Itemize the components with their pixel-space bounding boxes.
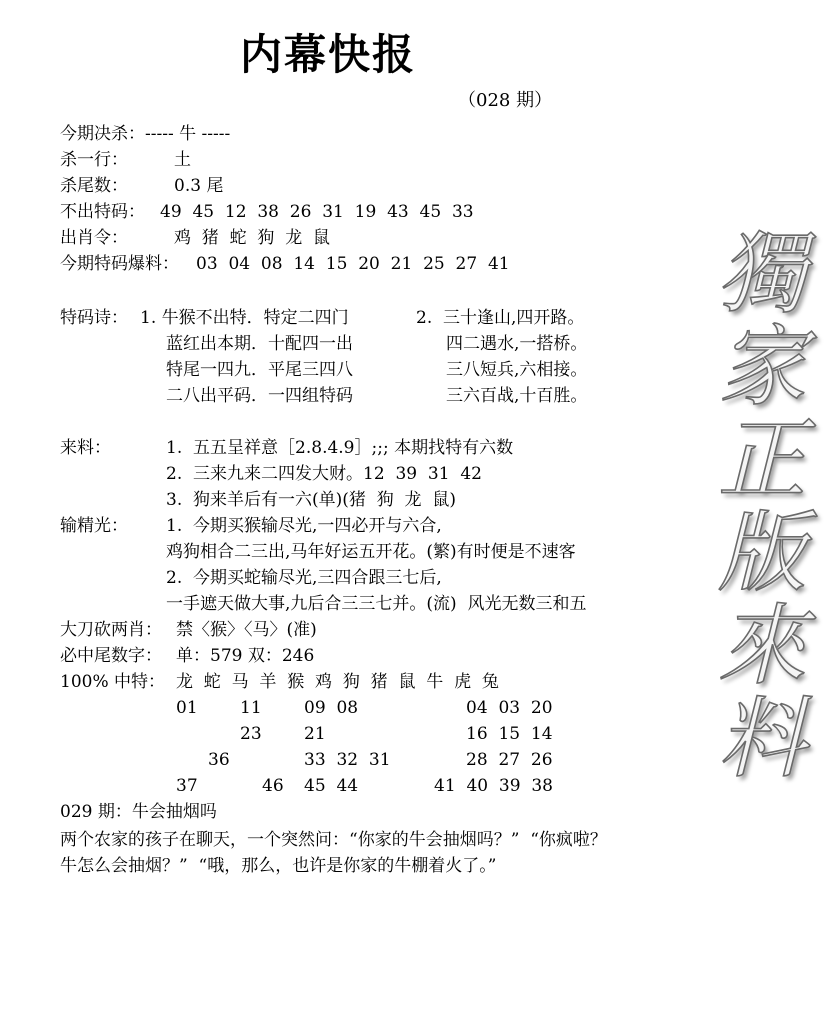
row-label: 杀一行：: [60, 150, 128, 170]
lose-line: 鸡狗相合二三出,马年好运五开花。(繁)有时便是不速客: [166, 542, 576, 562]
tail-label: 杀尾数：: [60, 176, 128, 196]
poem-left-line: 二八出平码．一四组特码: [166, 386, 353, 406]
grid-cell: 16 15 14: [466, 724, 553, 744]
poem-left-line: 蓝红出本期．十配四一出: [166, 334, 353, 354]
grid-cell: 46: [262, 776, 284, 796]
poem-right-line: 三八短兵,六相接。: [446, 360, 588, 380]
poem-right-line: 2. 三十逢山,四开路。: [416, 308, 585, 328]
source-label: 来料：: [60, 438, 111, 458]
grid-cell: 41 40 39 38: [434, 776, 553, 796]
blade-label: 大刀砍两肖：: [60, 620, 162, 640]
poem-right-line: 三六百战,十百胜。: [446, 386, 588, 406]
kill-label: 今期决杀：----- 牛 -----: [60, 124, 231, 144]
exclusive-vertical-title: [702, 222, 822, 790]
vertical-char: 獨: [717, 222, 806, 325]
poem-left-line: 1. 牛猴不出特．特定二四门: [140, 308, 349, 328]
row-value: 土: [174, 150, 191, 170]
notout-label: 不出特码：: [60, 202, 145, 222]
next-line: 两个农家的孩子在聊天，一个突然问：“你家的牛会抽烟吗？” “你疯啦？: [60, 830, 607, 850]
vertical-char: 料: [717, 687, 806, 790]
source-line: 3. 狗来羊后有一六(单)(猪 狗 龙 鼠): [166, 490, 456, 510]
grid-cell: 33 32 31: [304, 750, 391, 770]
next-line: 牛怎么会抽烟？” “哦，那么，也许是你家的牛棚着火了。”: [60, 856, 497, 876]
hot-label: 今期特码爆料：: [60, 254, 179, 274]
poem-left-line: 特尾一四九．平尾三四八: [166, 360, 353, 380]
source-line: 1. 五五呈祥意［2.8.4.9］;;; 本期找特有六数: [166, 438, 514, 458]
page-title: 内幕快报: [240, 30, 417, 79]
lose-label: 输精光：: [60, 516, 128, 536]
poem-label: 特码诗：: [60, 308, 128, 328]
grid-cell: 23: [240, 724, 262, 744]
grid-cell: 37: [176, 776, 198, 796]
lose-line: 1. 今期买猴输尽光,一四必开与六合,: [166, 516, 442, 536]
source-line: 2. 三来九来二四发大财。12 39 31 42: [166, 464, 482, 484]
grid-cell: 04 03 20: [466, 698, 553, 718]
lose-line: 2. 今期买蛇输尽光,三四合跟三七后,: [166, 568, 442, 588]
blade-value: 禁〈猴〉〈马〉(准): [176, 620, 317, 640]
hundred-label: 100% 中特：: [60, 672, 166, 692]
vertical-char: 來: [717, 594, 806, 697]
tail-value: 0.3 尾: [174, 176, 224, 196]
grid-cell: 11: [240, 698, 262, 718]
zodiac-label: 出肖令：: [60, 228, 128, 248]
issue-number: （028 期）: [458, 90, 553, 111]
grid-cell: 09 08: [304, 698, 359, 718]
grid-cell: 21: [304, 724, 326, 744]
poem-right-line: 四二遇水,一搭桥。: [446, 334, 588, 354]
hot-value: 03 04 08 14 15 20 21 25 27 41: [196, 254, 510, 274]
vertical-char: 家: [717, 315, 806, 418]
grid-cell: 01: [176, 698, 198, 718]
grid-cell: 36: [208, 750, 230, 770]
notout-value: 49 45 12 38 26 31 19 43 45 33: [160, 202, 474, 222]
grid-cell: 28 27 26: [466, 750, 553, 770]
lose-line: 一手遮天做大事,九后合三三七并。(流) 风光无数三和五: [166, 594, 587, 614]
hundred-zodiacs: 龙 蛇 马 羊 猴 鸡 狗 猪 鼠 牛 虎 兔: [176, 672, 499, 692]
vertical-char: 版: [717, 501, 806, 604]
next-title: 029 期：牛会抽烟吗: [60, 802, 217, 822]
grid-cell: 45 44: [304, 776, 359, 796]
vertical-char: 正: [717, 408, 806, 511]
zodiac-value: 鸡 猪 蛇 狗 龙 鼠: [174, 228, 331, 248]
must-tail-label: 必中尾数字：: [60, 646, 162, 666]
must-tail-value: 单：579 双：246: [176, 646, 315, 666]
